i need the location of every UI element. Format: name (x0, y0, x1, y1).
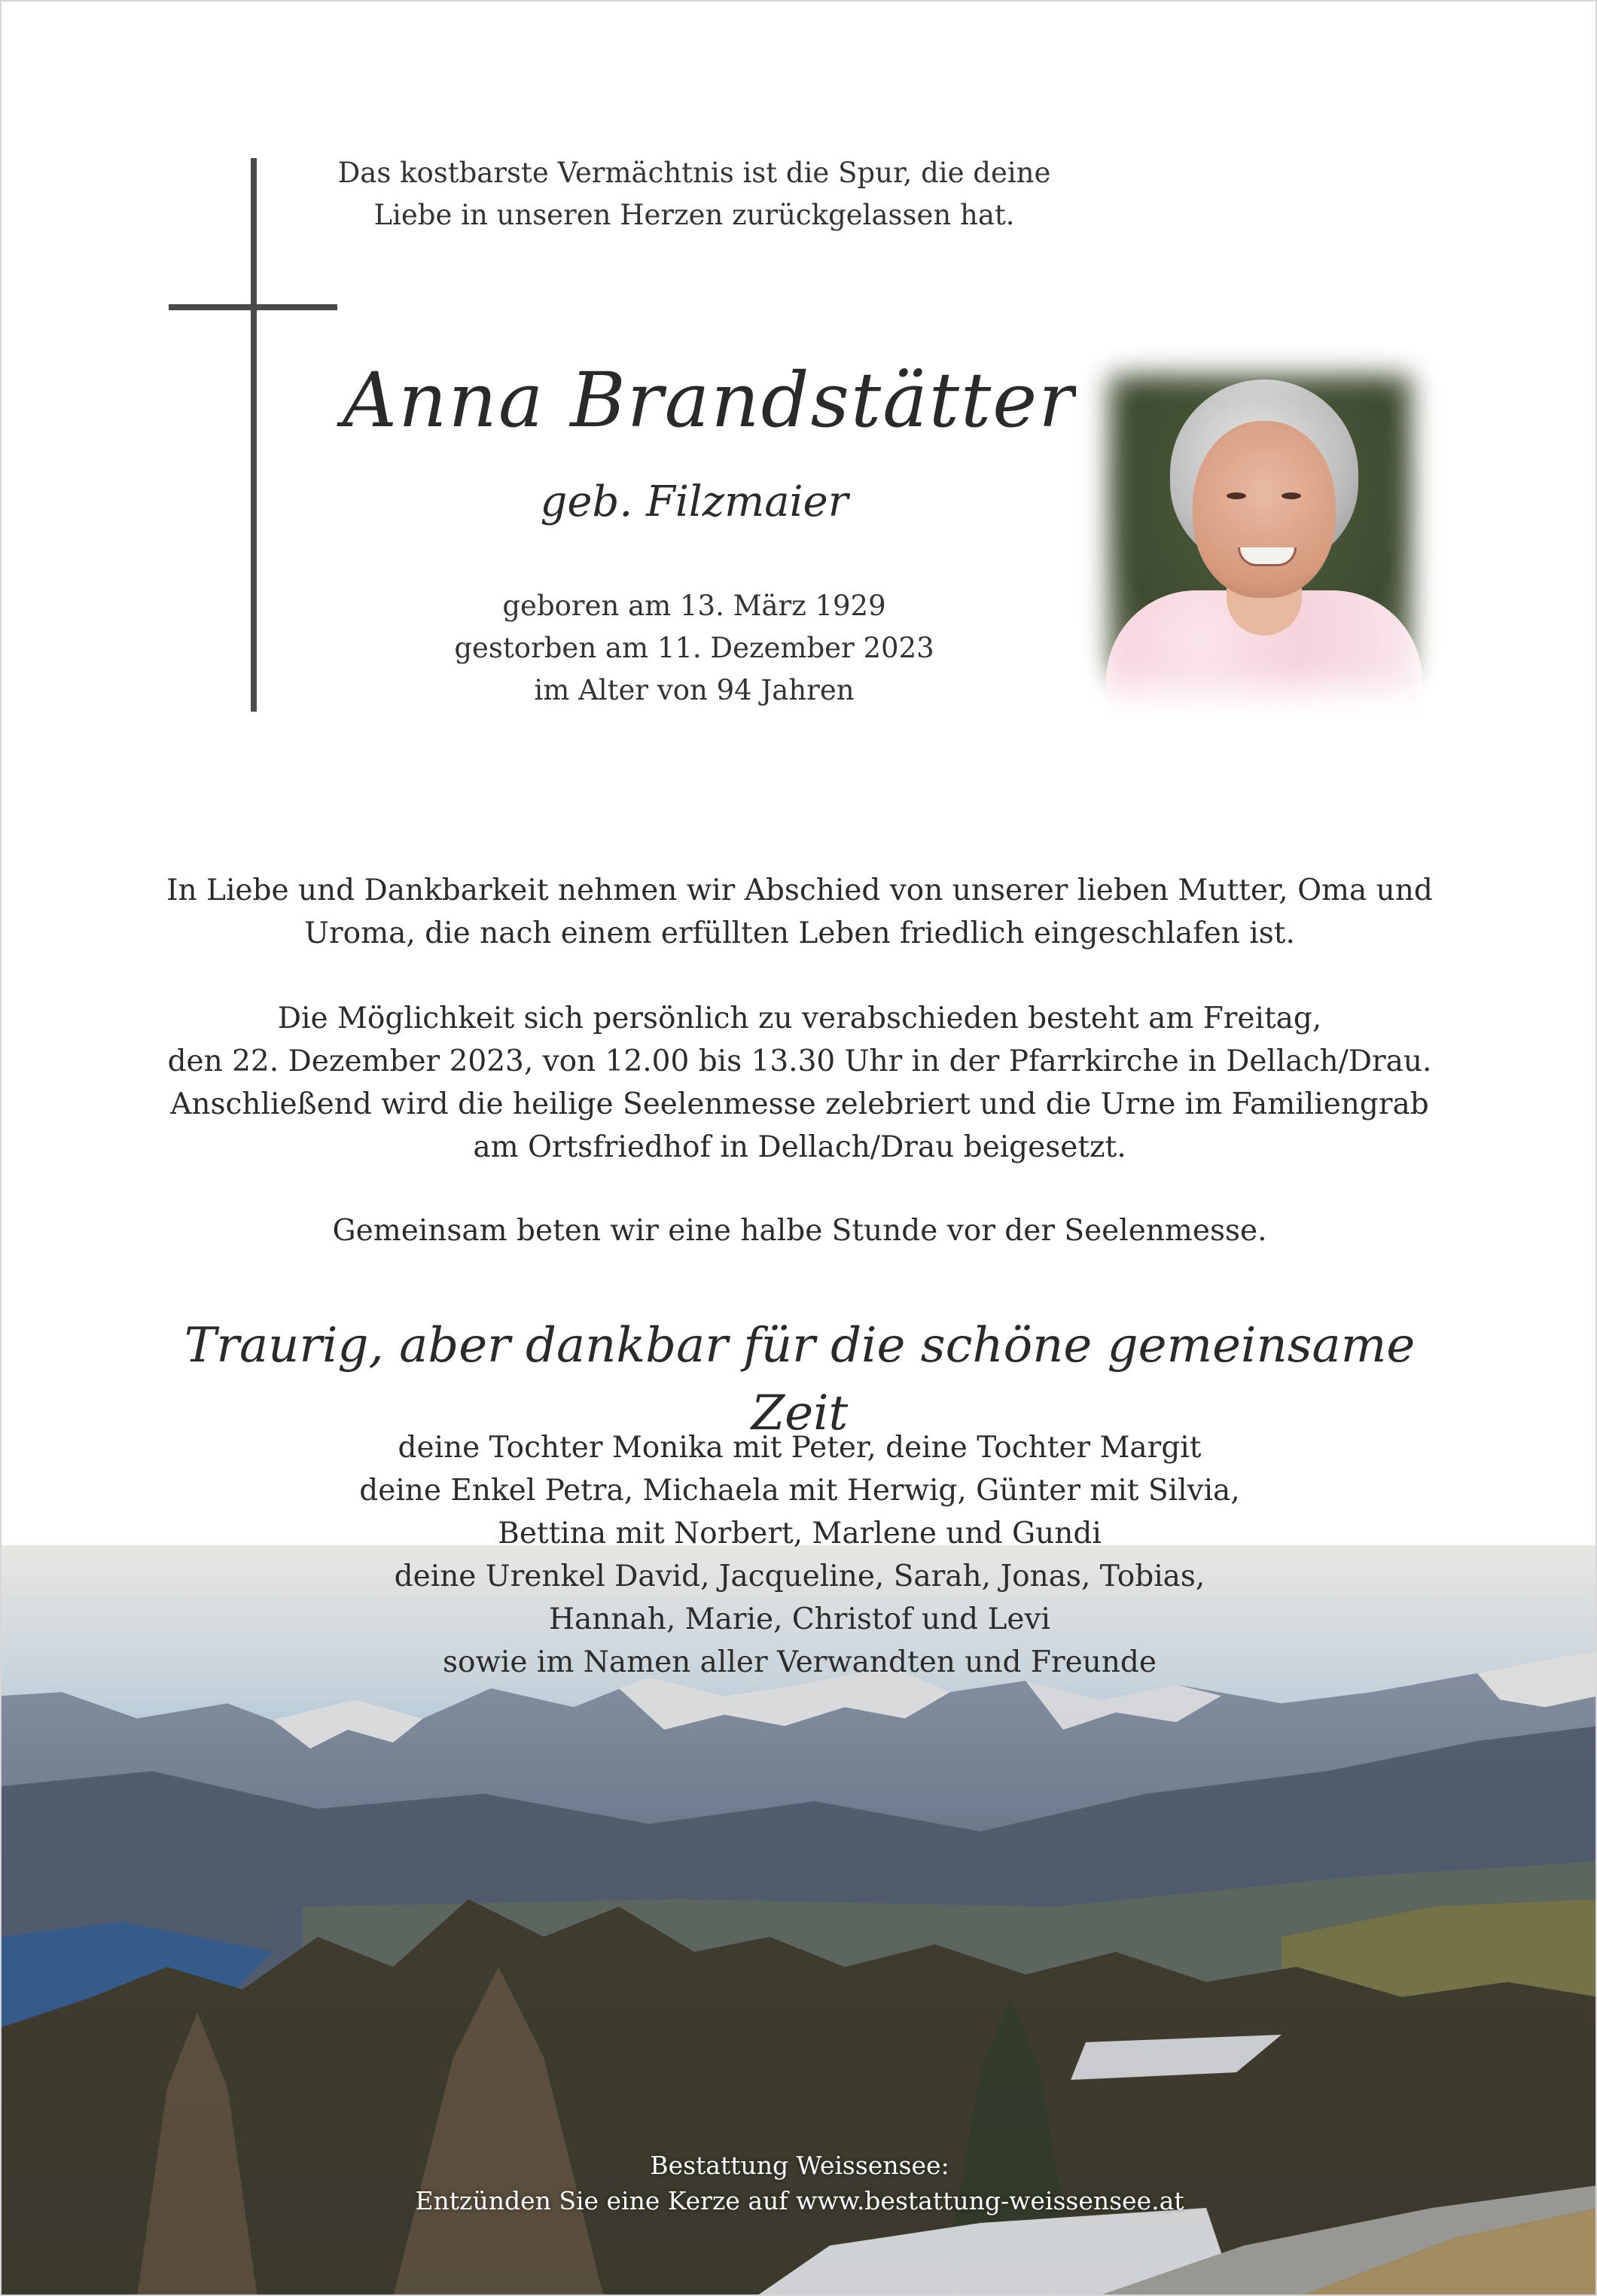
funeral-home-footer (378, 2148, 1221, 2218)
family-line: deine Enkel Petra, Michaela mit Herwig, Günter mit Silvia, (359, 1474, 1240, 1508)
text-line: den 22. Dezember 2023, von 12.00 bis 13.30 Uhr in der Pfarrkirche in Dellach/Drau. (167, 1044, 1432, 1078)
cross-icon-bar (169, 304, 337, 310)
birth-date: geboren am 13. März 1929 (502, 590, 886, 622)
family-list (227, 1426, 1372, 1684)
text-line: In Liebe und Dankbarkeit nehmen wir Abschied von unserer lieben Mutter, Oma und (166, 874, 1433, 907)
text-line: Anschließend wird die heilige Seelenmesse zelebriert und die Urne im Familiengrab (170, 1087, 1429, 1121)
deceased-name: Anna Brandstätter (342, 356, 1077, 444)
family-line: Hannah, Marie, Christof und Levi (549, 1602, 1050, 1636)
maiden-name: geb. Filzmaier (540, 477, 849, 526)
age-text: im Alter von 94 Jahren (534, 674, 855, 706)
family-line: sowie im Namen aller Verwandten und Freunde (443, 1645, 1157, 1679)
cross-icon (251, 158, 257, 712)
quote-line-2: Liebe in unseren Herzen zurückgelassen hat. (373, 199, 1015, 231)
family-line: deine Urenkel David, Jacqueline, Sarah, Jonas, Tobias, (394, 1560, 1205, 1593)
family-line: Bettina mit Norbert, Marlene und Gundi (498, 1517, 1102, 1550)
death-date: gestorben am 11. Dezember 2023 (454, 632, 934, 664)
motto: Traurig, aber dankbar für die schöne gemeinsame Zeit (184, 1318, 1416, 1441)
funeral-home-name: Bestattung Weissensee: (650, 2151, 949, 2180)
life-dates (408, 585, 980, 712)
candle-link-text[interactable]: Entzünden Sie eine Kerze auf www.bestattung-weissensee.at (415, 2186, 1184, 2215)
text-line: Uroma, die nach einem erfüllten Leben friedlich eingeschlafen ist. (304, 916, 1295, 950)
announcement-paragraph-3: Gemeinsam beten wir eine halbe Stunde vor der Seelenmesse. (332, 1214, 1267, 1248)
announcement-paragraph-2 (137, 997, 1462, 1169)
announcement-paragraph-1 (137, 869, 1462, 955)
text-line: Die Möglichkeit sich persönlich zu verabschieden besteht am Freitag, (277, 1002, 1322, 1035)
text-line: am Ortsfriedhof in Dellach/Drau beigesetzt. (473, 1130, 1126, 1164)
portrait-photo (1076, 342, 1445, 715)
family-line: deine Tochter Monika mit Peter, deine Tochter Margit (398, 1431, 1202, 1465)
quote-line-1: Das kostbarste Vermächtnis ist die Spur, die deine (337, 157, 1051, 189)
memorial-quote (303, 152, 1086, 236)
